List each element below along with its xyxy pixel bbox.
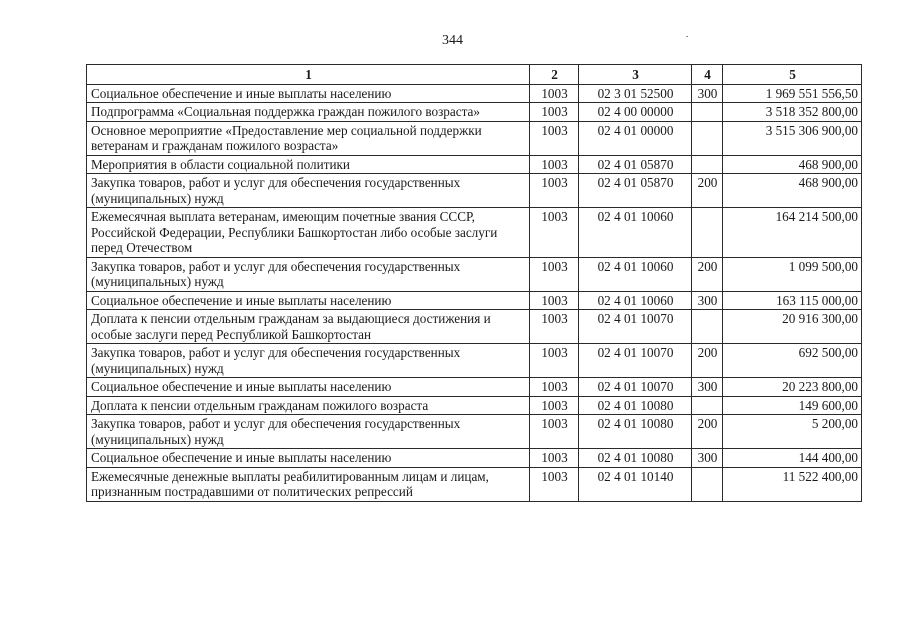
cell-amount: 11 522 400,00 [723, 467, 862, 501]
cell-expense-type [692, 103, 723, 122]
cell-expense-type [692, 208, 723, 258]
cell-name: Мероприятия в области социальной политики [87, 155, 530, 174]
cell-section-code: 1003 [530, 415, 579, 449]
header-col-3: 3 [579, 65, 692, 85]
header-col-2: 2 [530, 65, 579, 85]
cell-target-code: 02 4 01 10060 [579, 208, 692, 258]
cell-target-code: 02 4 01 10060 [579, 291, 692, 310]
cell-name: Ежемесячная выплата ветеранам, имеющим почетные звания СССР, Российской Федерации, Республики Башкортостан либо особые заслуги перед Отечеством [87, 208, 530, 258]
table-row [87, 174, 862, 208]
cell-amount: 20 223 800,00 [723, 378, 862, 397]
cell-name: Закупка товаров, работ и услуг для обеспечения государственных (муниципальных) нужд [87, 257, 530, 291]
cell-expense-type [692, 467, 723, 501]
cell-target-code: 02 4 01 10140 [579, 467, 692, 501]
table-row [87, 467, 862, 501]
header-row [87, 65, 862, 85]
cell-target-code: 02 4 01 10080 [579, 415, 692, 449]
cell-name: Доплата к пенсии отдельным гражданам пожилого возраста [87, 396, 530, 415]
cell-section-code: 1003 [530, 396, 579, 415]
cell-name: Ежемесячные денежные выплаты реабилитированным лицам и лицам, признанным пострадавшими от политических репрессий [87, 467, 530, 501]
cell-section-code: 1003 [530, 310, 579, 344]
cell-amount: 5 200,00 [723, 415, 862, 449]
cell-section-code: 1003 [530, 103, 579, 122]
cell-name: Социальное обеспечение и иные выплаты населению [87, 449, 530, 468]
cell-name: Социальное обеспечение и иные выплаты населению [87, 291, 530, 310]
cell-target-code: 02 4 01 10070 [579, 378, 692, 397]
cell-amount: 144 400,00 [723, 449, 862, 468]
cell-section-code: 1003 [530, 467, 579, 501]
cell-target-code: 02 4 01 10070 [579, 344, 692, 378]
cell-amount: 164 214 500,00 [723, 208, 862, 258]
cell-expense-type: 200 [692, 174, 723, 208]
table-row [87, 103, 862, 122]
cell-amount: 3 515 306 900,00 [723, 121, 862, 155]
cell-name: Закупка товаров, работ и услуг для обеспечения государственных (муниципальных) нужд [87, 174, 530, 208]
cell-section-code: 1003 [530, 84, 579, 103]
cell-target-code: 02 4 00 00000 [579, 103, 692, 122]
cell-section-code: 1003 [530, 208, 579, 258]
cell-section-code: 1003 [530, 174, 579, 208]
cell-target-code: 02 4 01 10080 [579, 396, 692, 415]
cell-expense-type: 300 [692, 449, 723, 468]
cell-name: Закупка товаров, работ и услуг для обеспечения государственных (муниципальных) нужд [87, 344, 530, 378]
cell-name: Доплата к пенсии отдельным гражданам за выдающиеся достижения и особые заслуги перед Республикой Башкортостан [87, 310, 530, 344]
cell-section-code: 1003 [530, 121, 579, 155]
cell-amount: 1 969 551 556,50 [723, 84, 862, 103]
cell-expense-type [692, 396, 723, 415]
cell-expense-type: 200 [692, 415, 723, 449]
header-col-5: 5 [723, 65, 862, 85]
cell-name: Подпрограмма «Социальная поддержка граждан пожилого возраста» [87, 103, 530, 122]
cell-amount: 692 500,00 [723, 344, 862, 378]
cell-target-code: 02 4 01 05870 [579, 174, 692, 208]
table-row [87, 344, 862, 378]
page-number: 344 [442, 33, 463, 48]
table-row [87, 396, 862, 415]
header-col-4: 4 [692, 65, 723, 85]
cell-expense-type [692, 155, 723, 174]
cell-amount: 163 115 000,00 [723, 291, 862, 310]
scan-speck [686, 36, 688, 37]
table-row [87, 257, 862, 291]
cell-section-code: 1003 [530, 449, 579, 468]
cell-amount: 468 900,00 [723, 155, 862, 174]
table-row [87, 310, 862, 344]
table-row [87, 155, 862, 174]
cell-amount: 3 518 352 800,00 [723, 103, 862, 122]
cell-target-code: 02 4 01 10060 [579, 257, 692, 291]
cell-expense-type: 200 [692, 257, 723, 291]
cell-section-code: 1003 [530, 291, 579, 310]
table-row [87, 378, 862, 397]
table-row [87, 415, 862, 449]
cell-amount: 468 900,00 [723, 174, 862, 208]
table-row [87, 449, 862, 468]
cell-target-code: 02 4 01 00000 [579, 121, 692, 155]
cell-name: Закупка товаров, работ и услуг для обеспечения государственных (муниципальных) нужд [87, 415, 530, 449]
table-row [87, 121, 862, 155]
cell-amount: 20 916 300,00 [723, 310, 862, 344]
cell-target-code: 02 4 01 10080 [579, 449, 692, 468]
cell-section-code: 1003 [530, 257, 579, 291]
table-header [87, 65, 862, 85]
cell-target-code: 02 4 01 05870 [579, 155, 692, 174]
table-row [87, 84, 862, 103]
cell-expense-type: 300 [692, 378, 723, 397]
cell-section-code: 1003 [530, 344, 579, 378]
cell-target-code: 02 4 01 10070 [579, 310, 692, 344]
cell-expense-type: 200 [692, 344, 723, 378]
cell-section-code: 1003 [530, 378, 579, 397]
cell-name: Социальное обеспечение и иные выплаты населению [87, 378, 530, 397]
cell-expense-type: 300 [692, 291, 723, 310]
cell-target-code: 02 3 01 52500 [579, 84, 692, 103]
cell-section-code: 1003 [530, 155, 579, 174]
header-col-1: 1 [87, 65, 530, 85]
table-body [87, 84, 862, 501]
cell-name: Основное мероприятие «Предоставление мер социальной поддержки ветеранам и гражданам пожилого возраста» [87, 121, 530, 155]
cell-expense-type: 300 [692, 84, 723, 103]
cell-expense-type [692, 310, 723, 344]
cell-amount: 149 600,00 [723, 396, 862, 415]
cell-amount: 1 099 500,00 [723, 257, 862, 291]
budget-table [86, 64, 862, 502]
cell-expense-type [692, 121, 723, 155]
cell-name: Социальное обеспечение и иные выплаты населению [87, 84, 530, 103]
table-row [87, 208, 862, 258]
table-row [87, 291, 862, 310]
